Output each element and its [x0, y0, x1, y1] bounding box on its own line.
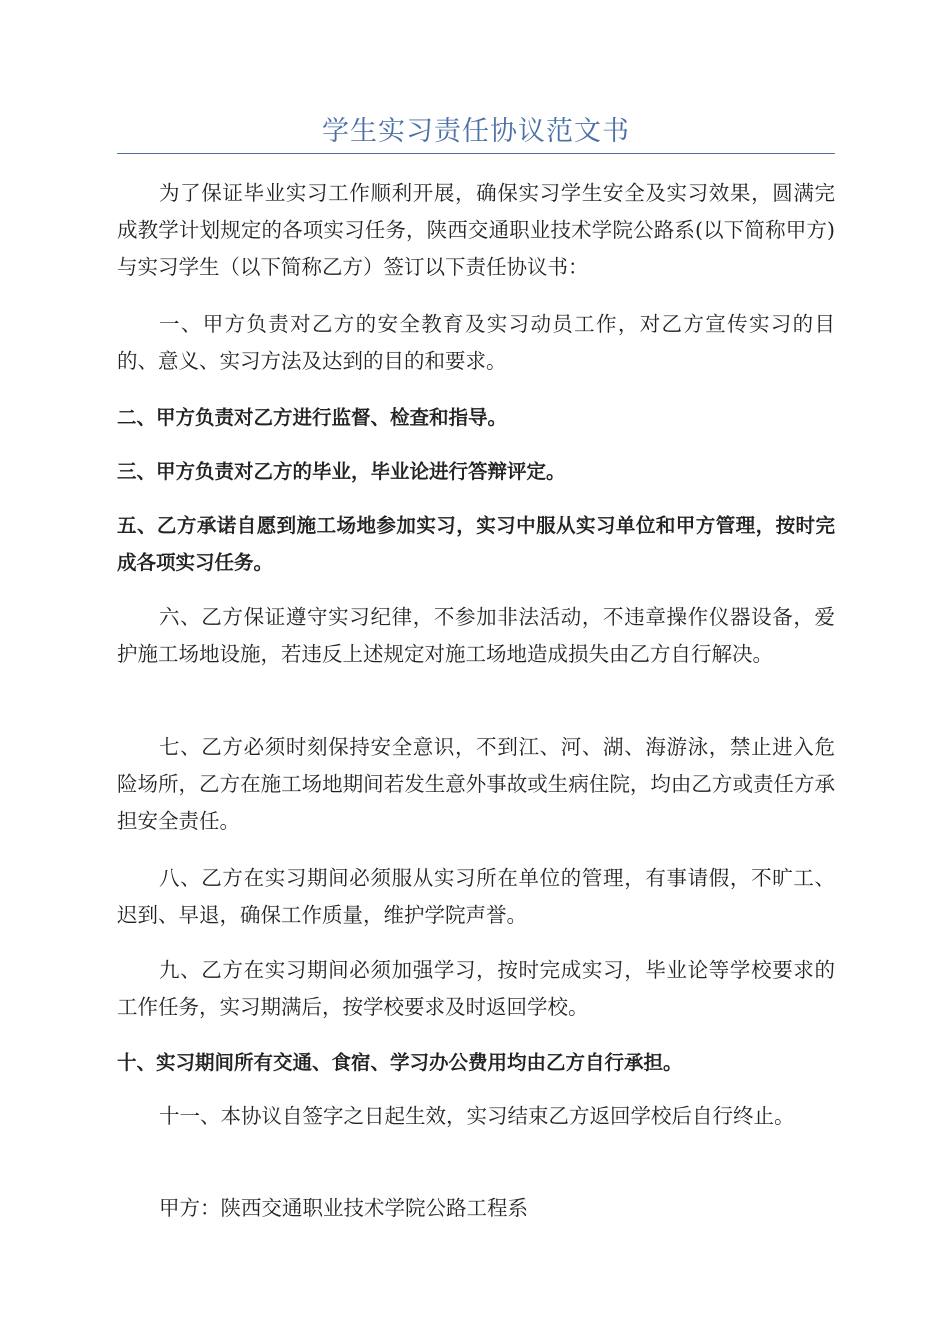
clause-1: 一、甲方负责对乙方的安全教育及实习动员工作，对乙方宣传实习的目的、意义、实习方法及达到的目的和要求。: [117, 312, 835, 373]
clause-6: 六、乙方保证遵守实习纪律，不参加非法活动，不违章操作仪器设备，爱护施工场地设施，若违反上述规定对施工场地造成损失由乙方自行解决。: [117, 605, 835, 666]
title-underline: [117, 153, 835, 154]
clause-2: 二、甲方负责对乙方进行监督、检查和指导。: [117, 406, 508, 429]
document-title: 学生实习责任协议范文书: [322, 116, 630, 147]
clause-10: 十、实习期间所有交通、食宿、学习办公费用均由乙方自行承担。: [117, 1051, 683, 1074]
clause-11: 十一、本协议自签字之日起生效，实习结束乙方返回学校后自行终止。: [159, 1104, 795, 1128]
clause-9: 九、乙方在实习期间必须加强学习，按时完成实习，毕业论等学校要求的工作任务，实习期满后，按学校要求及时返回学校。: [117, 958, 835, 1019]
intro-paragraph: 为了保证毕业实习工作顺利开展，确保实习学生安全及实习效果，圆满完成教学计划规定的各项实习任务，陕西交通职业技术学院公路系(以下简称甲方)与实习学生（以下简称乙方）签订以下责任协议书：: [117, 181, 835, 279]
party-a-signature-line: 甲方：陕西交通职业技术学院公路工程系: [159, 1196, 528, 1220]
clause-7: 七、乙方必须时刻保持安全意识，不到江、河、湖、海游泳，禁止进入危险场所，乙方在施工场地期间若发生意外事故或生病住院，均由乙方或责任方承担安全责任。: [117, 735, 835, 833]
clause-5: 五、乙方承诺自愿到施工场地参加实习，实习中服从实习单位和甲方管理，按时完成各项实习任务。: [117, 514, 835, 574]
clause-3: 三、甲方负责对乙方的毕业，毕业论进行答辩评定。: [117, 460, 566, 483]
clause-8: 八、乙方在实习期间必须服从实习所在单位的管理，有事请假，不旷工、迟到、早退，确保工作质量，维护学院声誉。: [117, 866, 835, 927]
